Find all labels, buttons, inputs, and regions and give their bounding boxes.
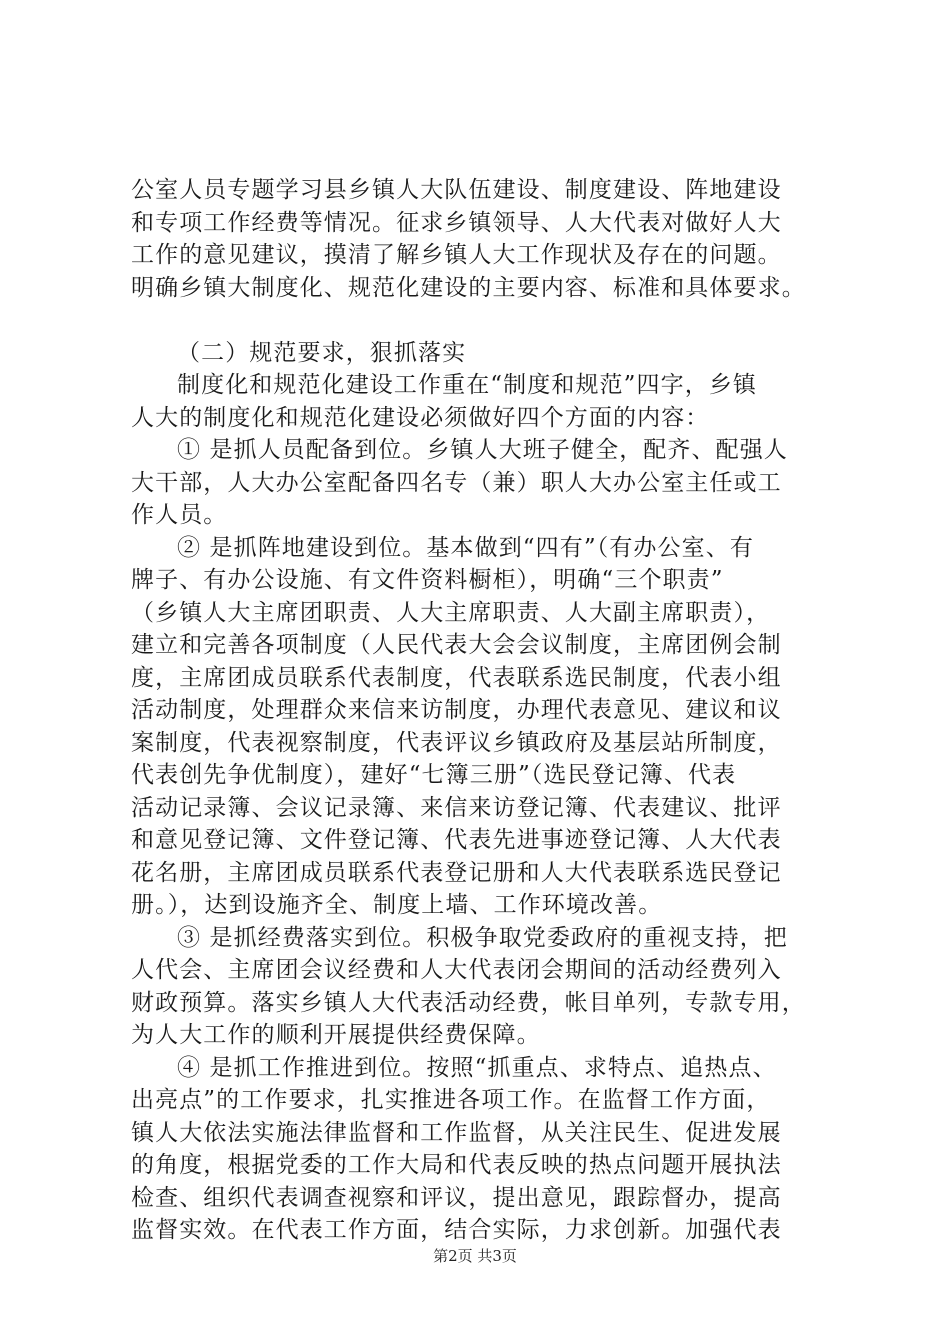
body-line: 的角度，根据党委的工作大局和代表反映的热点问题开展执法 [131, 1152, 782, 1178]
body-line: 公室人员专题学习县乡镇人大队伍建设、制度建设、阵地建设 [131, 177, 782, 203]
body-line: 人代会、主席团会议经费和人大代表闭会期间的活动经费列入 [131, 957, 782, 983]
body-line: 工作的意见建议，摸清了解乡镇人大工作现状及存在的问题。 [131, 242, 782, 268]
body-line: 活动制度，处理群众来信来访制度，办理代表意见、建议和议 [131, 697, 782, 723]
paragraph-start: ④ 是抓工作推进到位。按照“抓重点、求特点、追热点、 [177, 1054, 777, 1081]
paragraph-start: ② 是抓阵地建设到位。基本做到“四有”（有办公室、有 [177, 534, 754, 561]
body-line: 检查、组织代表调查视察和评议，提出意见，跟踪督办，提高 [131, 1184, 782, 1211]
body-line: 建立和完善各项制度（人民代表大会会议制度，主席团例会制 [131, 632, 782, 658]
body-line: 镇人大依法实施法律监督和工作监督，从关注民生、促进发展 [131, 1119, 782, 1146]
body-line: 花名册，主席团成员联系代表登记册和人大代表联系选民登记 [131, 859, 782, 886]
blank-line [131, 304, 851, 337]
body-line: 代表创先争优制度），建好“七簿三册”（选民登记簿、代表 [131, 762, 737, 788]
paragraph-start: ① 是抓人员配备到位。乡镇人大班子健全，配齐、配强人 [177, 437, 788, 463]
page-footer [0, 1245, 950, 1266]
paragraph-start: ③ 是抓经费落实到位。积极争取党委政府的重视支持，把 [177, 924, 788, 951]
body-line: 活动记录簿、会议记录簿、来信来访登记簿、代表建议、批评 [131, 794, 782, 821]
body-line: 案制度，代表视察制度，代表评议乡镇政府及基层站所制度， [131, 729, 782, 756]
body-line: 为人大工作的顺利开展提供经费保障。 [131, 1022, 541, 1048]
body-line: 册。），达到设施齐全、制度上墙、工作环境改善。 [131, 892, 663, 918]
body-line: 财政预算。落实乡镇人大代表活动经费，帐目单列，专款专用， [131, 989, 806, 1016]
body-line: （乡镇人大主席团职责、人大主席职责、人大副主席职责）， [131, 599, 771, 626]
body-line: 监督实效。在代表工作方面，结合实际，力求创新。加强代表 [131, 1217, 782, 1243]
paragraph-start: 制度化和规范化建设工作重在“制度和规范”四字，乡镇 [177, 372, 758, 398]
body-line: 人大的制度化和规范化建设必须做好四个方面的内容： [131, 404, 710, 431]
page-number-label: 第2页 共3页 [433, 1247, 517, 1265]
body-line: 牌子、有办公设施、有文件资料橱柜），明确“三个职责” [131, 567, 724, 593]
body-line: 大干部，人大办公室配备四名专（兼）职人大办公室主任或工 [131, 469, 782, 496]
section-heading: （二）规范要求，狠抓落实 [177, 339, 467, 366]
body-line: 度，主席团成员联系代表制度，代表联系选民制度，代表小组 [131, 664, 782, 691]
body-line: 明确乡镇大制度化、规范化建设的主要内容、标准和具体要求。 [131, 274, 806, 301]
document-body [131, 174, 851, 1247]
body-line: 作人员。 [131, 502, 228, 528]
body-line: 出亮点”的工作要求，扎实推进各项工作。在监督工作方面， [131, 1087, 771, 1113]
body-line: 和专项工作经费等情况。征求乡镇领导、人大代表对做好人大 [131, 209, 782, 236]
body-line: 和意见登记簿、文件登记簿、代表先进事迹登记簿、人大代表 [131, 827, 782, 853]
